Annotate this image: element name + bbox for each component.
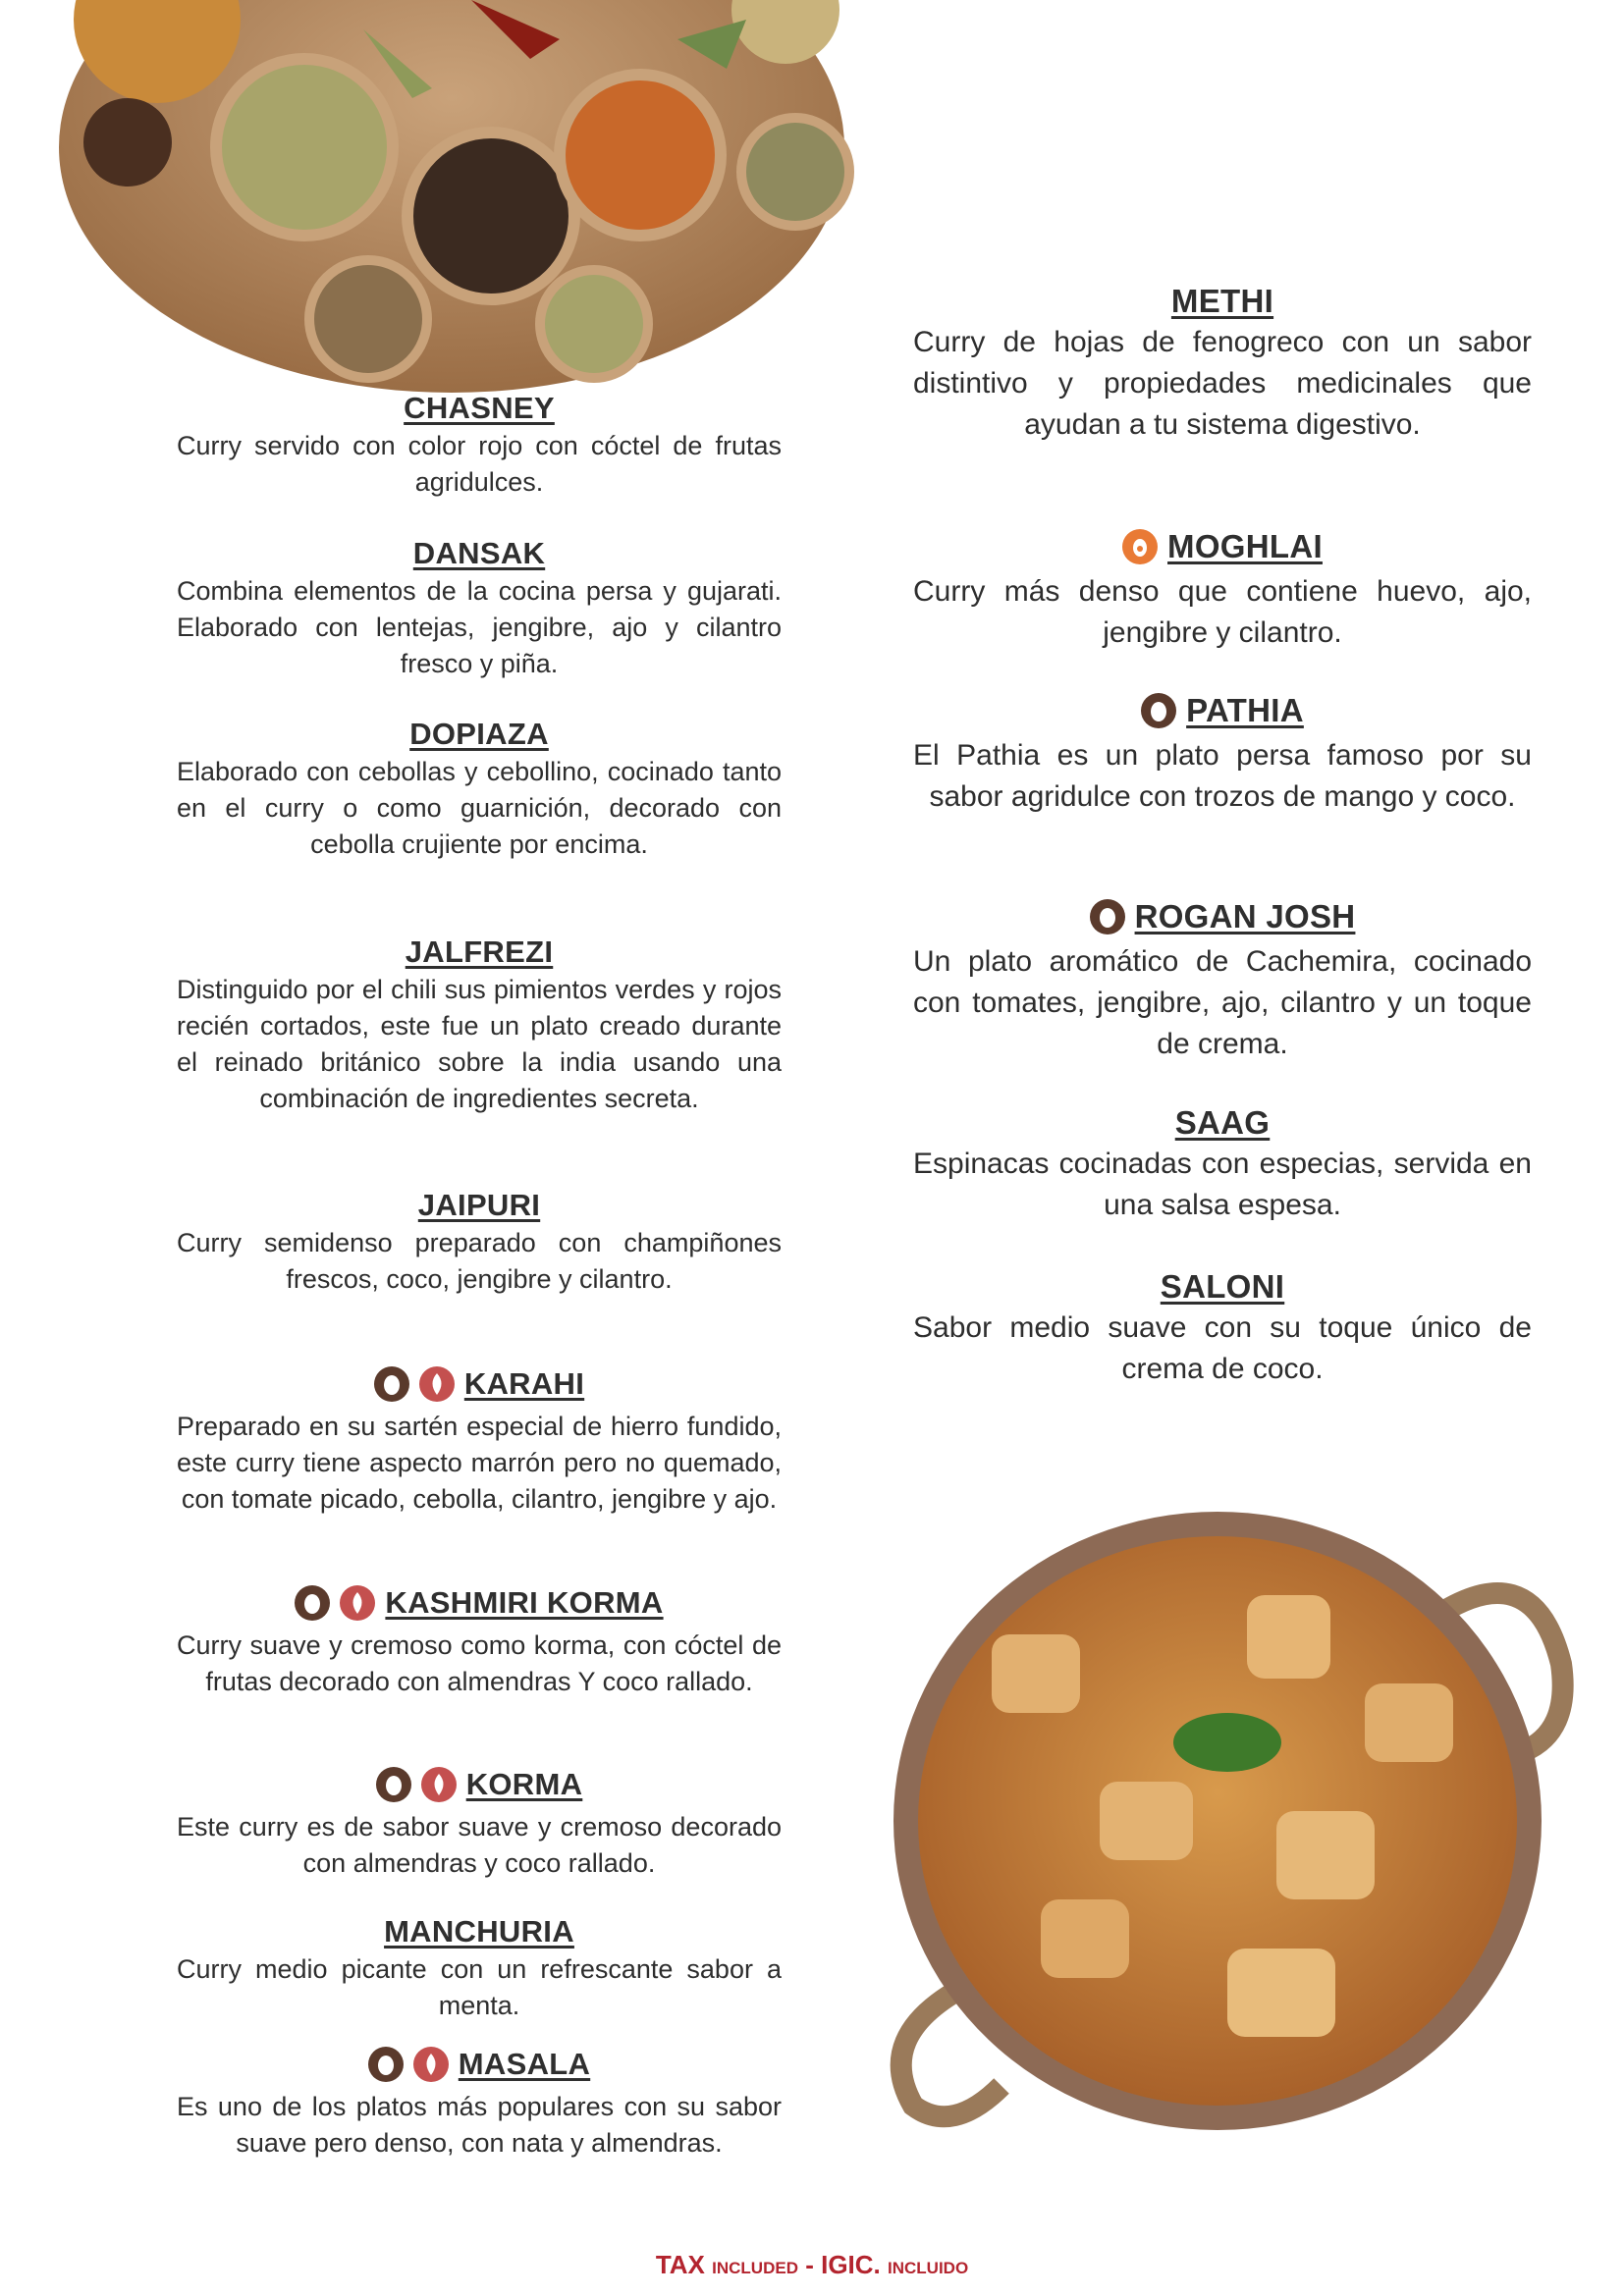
menu-item-kashmiri-korma — [177, 1585, 782, 1700]
dish-title: DOPIAZA — [409, 717, 549, 751]
dish-title: SAAG — [1174, 1104, 1271, 1141]
dish-description: Un plato aromático de Cachemira, cocinado con tomates, jengibre, ajo, cilantro y un toque de crema. — [913, 945, 1532, 1060]
almond-icon — [340, 1585, 375, 1621]
dish-description: Curry medio picante con un refrescante sabor a menta. — [177, 1954, 782, 2020]
dish-description: Curry servido con color rojo con cóctel de frutas agridulces. — [177, 431, 782, 497]
dish-title — [376, 1767, 583, 1802]
dish-title: SALONI — [1160, 1268, 1285, 1305]
footer-dash: - — [797, 2250, 822, 2279]
dish-description: Curry de hojas de fenogreco con un sabor distintivo y propiedades medicinales que ayudan a tu sistema digestivo. — [913, 326, 1532, 441]
dish-description: Espinacas cocinadas con especias, servida en una salsa espesa. — [913, 1148, 1532, 1221]
dish-title — [368, 2047, 590, 2082]
dish-description: Elaborado con cebollas y cebollino, cocinado tanto en el curry o como guarnición, decorado con cebolla crujiente por encima. — [177, 757, 782, 859]
curry-bowl-photo — [854, 1487, 1581, 2145]
dish-title: CHASNEY — [404, 391, 555, 425]
dish-description: Curry semidenso preparado con champiñones frescos, coco, jengibre y cilantro. — [177, 1228, 782, 1294]
dish-description: Preparado en su sartén especial de hierro fundido, este curry tiene aspecto marrón pero no quemado, con tomate picado, cebolla, cilantro, jengibre y ajo. — [177, 1412, 782, 1514]
menu-item-dansak — [177, 536, 782, 682]
dish-title: DANSAK — [412, 536, 546, 570]
coconut-icon — [368, 2047, 404, 2082]
dish-title-text: KORMA — [465, 1767, 583, 1801]
menu-item-pathia — [913, 692, 1532, 818]
menu-item-rogan-josh — [913, 898, 1532, 1065]
dish-title — [1122, 528, 1323, 565]
dish-description: Distinguido por el chili sus pimientos verdes y rojos recién cortados, este fue un plato creado durante el reinado británico sobre la india usando una combinación de ingredientes secreta. — [177, 975, 782, 1113]
dish-description: Es uno de los platos más populares con su sabor suave pero denso, con nata y almendras. — [177, 2092, 782, 2158]
tax-footer — [0, 2250, 1624, 2280]
coconut-icon — [376, 1767, 411, 1802]
coconut-icon — [1141, 693, 1176, 728]
dish-description: Curry más denso que contiene huevo, ajo, jengibre y cilantro. — [913, 575, 1532, 649]
dish-description: Combina elementos de la cocina persa y gujarati. Elaborado con lentejas, jengibre, ajo y cilantro fresco y piña. — [177, 576, 782, 678]
menu-item-saloni — [913, 1268, 1532, 1390]
menu-item-jalfrezi — [177, 934, 782, 1117]
dish-title — [374, 1366, 584, 1402]
dish-description: El Pathia es un plato persa famoso por su sabor agridulce con trozos de mango y coco. — [913, 739, 1532, 813]
menu-item-masala — [177, 2047, 782, 2162]
spices-photo — [39, 0, 864, 402]
included-label: INCLUDED — [712, 2259, 798, 2277]
dish-title — [1090, 898, 1356, 935]
egg-icon — [1122, 529, 1158, 564]
menu-item-methi — [913, 283, 1532, 446]
dish-title: MANCHURIA — [384, 1914, 574, 1949]
almond-icon — [419, 1366, 455, 1402]
dish-title-text: MASALA — [458, 2047, 591, 2081]
menu-item-manchuria — [177, 1914, 782, 2024]
dish-title-text: PATHIA — [1186, 692, 1304, 728]
dish-description: Curry suave y cremoso como korma, con cóctel de frutas decorado con almendras Y coco rallado. — [177, 1630, 782, 1696]
incluido-label: INCLUIDO — [888, 2259, 969, 2277]
almond-icon — [413, 2047, 449, 2082]
dish-title: METHI — [1170, 283, 1274, 319]
dish-title-text: ROGAN JOSH — [1134, 898, 1356, 934]
dish-description: Sabor medio suave con su toque único de crema de coco. — [913, 1311, 1532, 1385]
menu-item-chasney — [177, 391, 782, 501]
dish-title-text: KASHMIRI KORMA — [385, 1585, 664, 1620]
menu-item-korma — [177, 1767, 782, 1882]
menu-item-dopiaza — [177, 717, 782, 863]
coconut-icon — [1090, 899, 1125, 934]
menu-item-saag — [913, 1104, 1532, 1226]
dish-title-text: MOGHLAI — [1167, 528, 1323, 564]
dish-description: Este curry es de sabor suave y cremoso decorado con almendras y coco rallado. — [177, 1812, 782, 1878]
coconut-icon — [295, 1585, 330, 1621]
dish-title — [1141, 692, 1304, 729]
menu-item-karahi — [177, 1366, 782, 1518]
dish-title — [295, 1585, 663, 1621]
dish-title: JAIPURI — [417, 1188, 541, 1222]
almond-icon — [421, 1767, 457, 1802]
coconut-icon — [374, 1366, 409, 1402]
dish-title-text: KARAHI — [463, 1366, 585, 1401]
tax-label: TAX — [655, 2250, 705, 2279]
menu-item-jaipuri — [177, 1188, 782, 1298]
dish-title: JALFREZI — [405, 934, 554, 969]
igic-label: IGIC. — [821, 2250, 881, 2279]
menu-item-moghlai — [913, 528, 1532, 654]
